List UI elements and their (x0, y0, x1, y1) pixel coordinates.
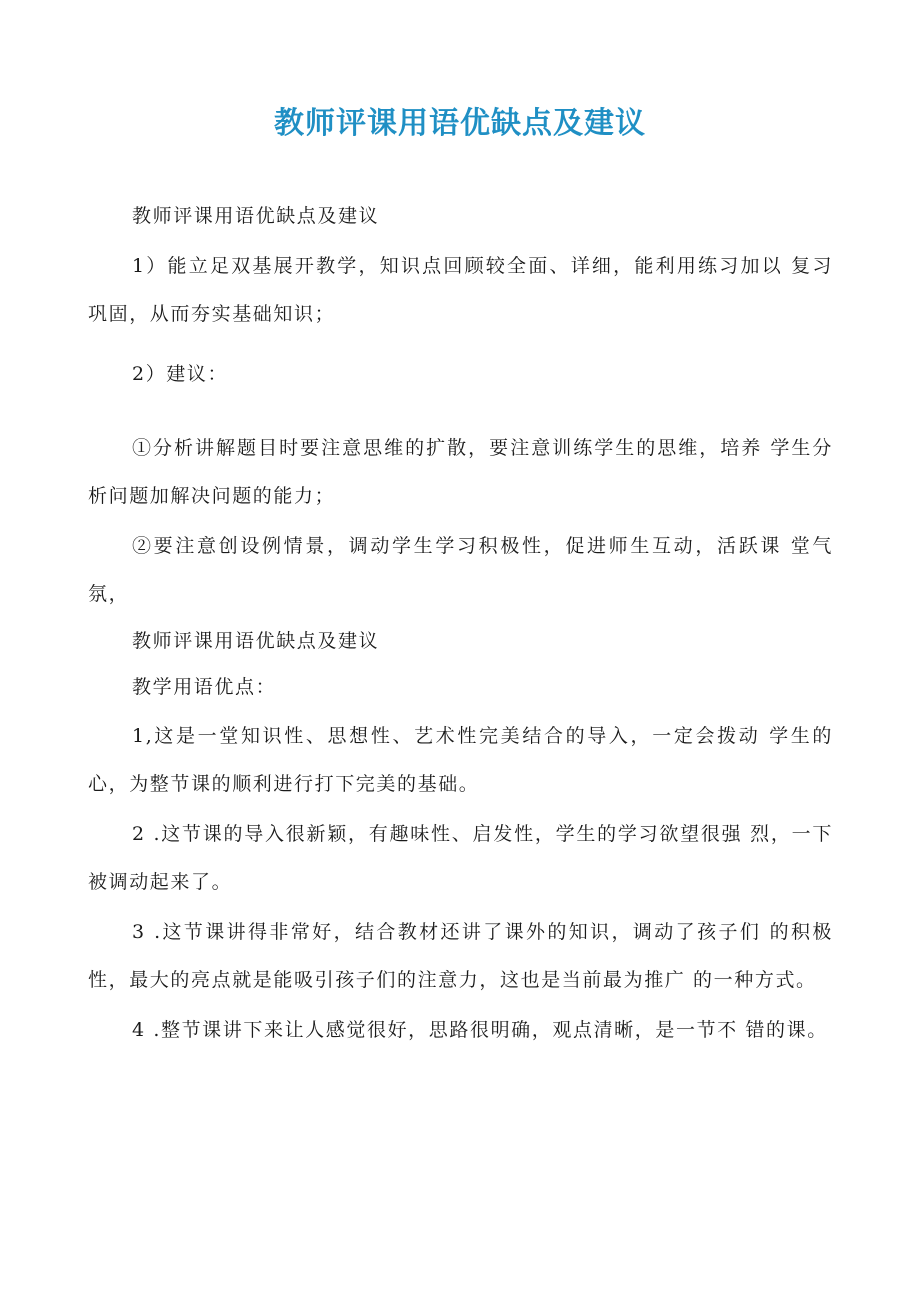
paragraph-suggestion-2: ②要注意创设例情景，调动学生学习积极性，促进师生互动，活跃课 堂气氛， (88, 535, 833, 605)
document-body (88, 192, 833, 1054)
paragraph-suggestion-1: ①分析讲解题目时要注意思维的扩散，要注意训练学生的思维，培养 学生分析问题加解决问题的能力； (88, 437, 833, 507)
paragraph-point-1: 1）能立足双基展开教学，知识点回顾较全面、详细，能利用练习加以 复习巩固，从而夯实基础知识； (88, 255, 833, 325)
paragraph-subtitle: 教师评课用语优缺点及建议 (132, 205, 380, 227)
paragraph-advantage-2: 2 .这节课的导入很新颖，有趣味性、启发性，学生的学习欲望很强 烈，一下被调动起来了。 (88, 823, 833, 893)
paragraph-subtitle-repeat: 教师评课用语优缺点及建议 (132, 630, 380, 652)
document-title: 教师评课用语优缺点及建议 (274, 106, 646, 141)
paragraph-suggestion-heading: 2）建议： (132, 363, 229, 385)
paragraph-advantage-4: 4 .整节课讲下来让人感觉很好，思路很明确，观点清晰，是一节不 错的课。 (132, 1019, 828, 1041)
paragraph-advantages-heading: 教学用语优点： (132, 676, 277, 698)
paragraph-advantage-3: 3 .这节课讲得非常好，结合教材还讲了课外的知识，调动了孩子们 的积极性，最大的亮点就是能吸引孩子们的注意力，这也是当前最为推广 的一种方式。 (88, 921, 833, 991)
paragraph-advantage-1: 1,这是一堂知识性、思想性、艺术性完美结合的导入，一定会拨动 学生的心，为整节课的顺利进行打下完美的基础。 (88, 725, 833, 795)
